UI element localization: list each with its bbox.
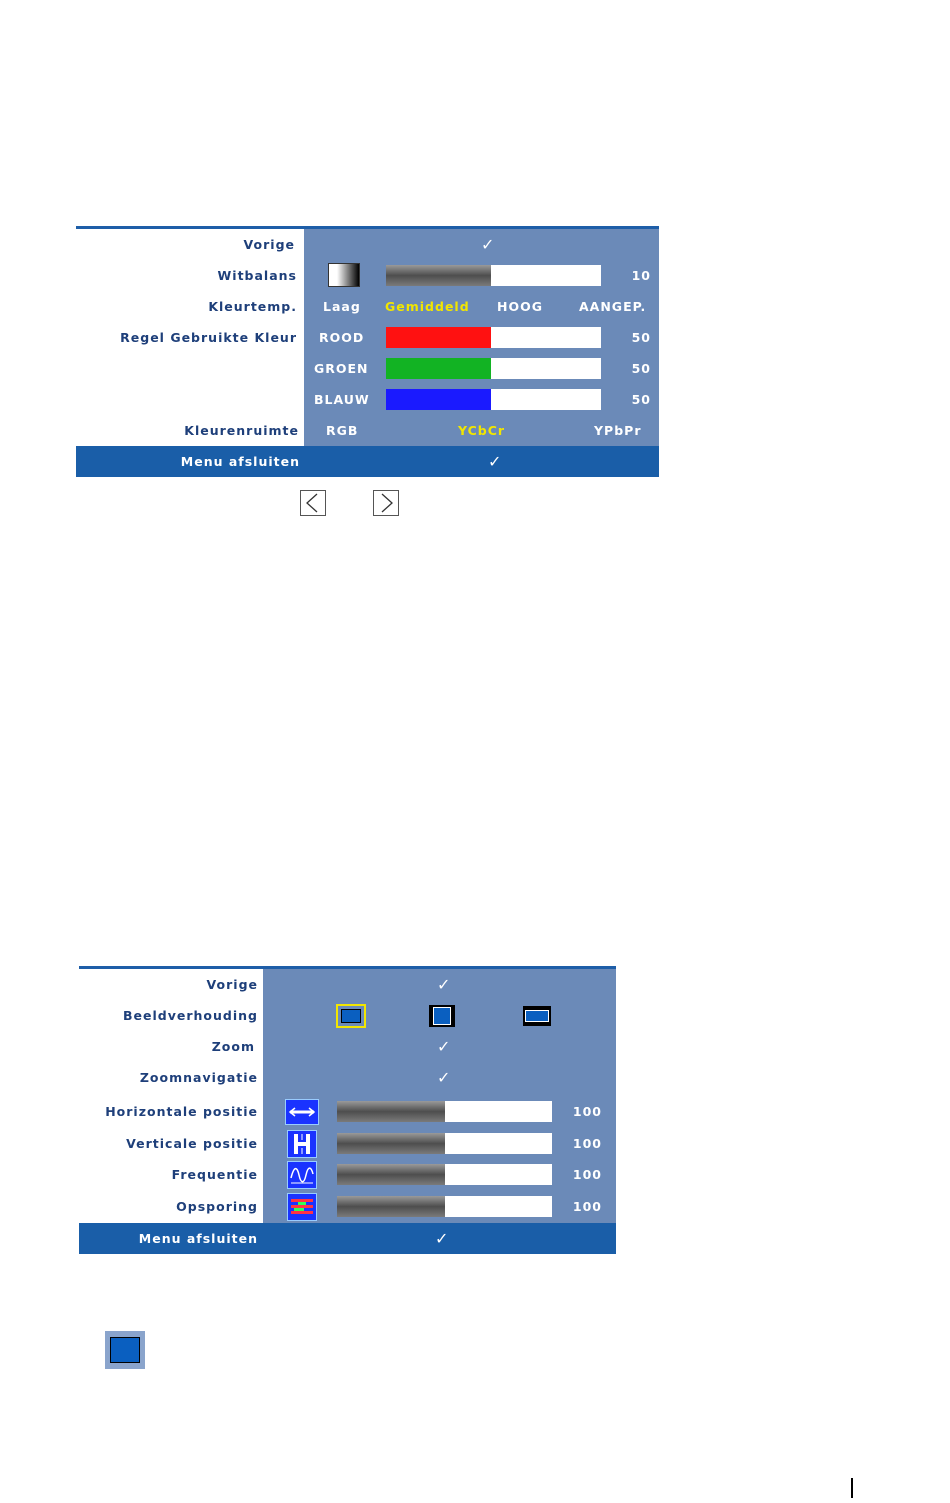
tracking-slider[interactable]: [337, 1196, 552, 1217]
aspect-wide-icon[interactable]: [523, 1006, 551, 1026]
color-space-option-ycbcr[interactable]: YCbCr: [458, 423, 506, 438]
color-temp-option-high[interactable]: HOOG: [497, 299, 543, 314]
green-slider[interactable]: [386, 358, 601, 379]
chevron-right-icon: [374, 491, 398, 515]
frequency-label: Frequentie: [171, 1167, 258, 1182]
exit-check-icon[interactable]: ✓: [488, 452, 503, 471]
tracking-icon: [287, 1193, 317, 1221]
back-check-icon[interactable]: ✓: [481, 235, 496, 254]
back-label: Vorige: [243, 237, 295, 252]
display-settings-menu: [79, 966, 616, 1254]
aspect-ratio-row[interactable]: [79, 1000, 616, 1031]
color-temp-label: Kleurtemp.: [208, 299, 297, 314]
green-value: 50: [631, 361, 651, 376]
zoom-navigation-check-icon[interactable]: ✓: [437, 1068, 452, 1087]
exit-menu-row[interactable]: [76, 446, 659, 477]
page-footer-divider: [851, 1478, 853, 1498]
blue-value: 50: [631, 392, 651, 407]
horizontal-position-icon: [285, 1099, 319, 1125]
zoom-check-icon[interactable]: ✓: [437, 1037, 452, 1056]
exit-menu-label: Menu afsluiten: [138, 1231, 258, 1246]
green-slider-fill: [386, 358, 491, 379]
tracking-label: Opsporing: [176, 1199, 258, 1214]
blue-slider[interactable]: [386, 389, 601, 410]
vertical-position-value: 100: [572, 1136, 602, 1151]
back-row[interactable]: [79, 969, 616, 1000]
color-temp-option-custom[interactable]: AANGEP.: [579, 299, 647, 314]
tracking-row[interactable]: [79, 1191, 616, 1222]
white-balance-icon: [328, 263, 360, 287]
aspect-4-3-icon[interactable]: [429, 1005, 455, 1027]
horizontal-position-value: 100: [572, 1104, 602, 1119]
tracking-slider-fill: [337, 1196, 445, 1217]
aspect-ratio-label: Beeldverhouding: [123, 1008, 258, 1023]
vertical-position-label: Verticale positie: [126, 1136, 258, 1151]
aspect-original-icon: [105, 1331, 145, 1369]
back-check-icon[interactable]: ✓: [437, 975, 452, 994]
back-label: Vorige: [206, 977, 258, 992]
vertical-position-icon: [287, 1130, 317, 1158]
frequency-row[interactable]: [79, 1159, 616, 1190]
vertical-position-row[interactable]: [79, 1128, 616, 1159]
color-temp-option-medium[interactable]: Gemiddeld: [385, 299, 470, 314]
vertical-position-slider-fill: [337, 1133, 445, 1154]
color-temp-row[interactable]: [76, 291, 659, 322]
vertical-position-slider[interactable]: [337, 1133, 552, 1154]
back-row[interactable]: [76, 229, 659, 260]
color-space-row[interactable]: [76, 415, 659, 446]
white-balance-row[interactable]: [76, 260, 659, 291]
user-color-label: Regel Gebruikte Kleur: [120, 330, 297, 345]
frequency-slider-fill: [337, 1164, 445, 1185]
frequency-value: 100: [572, 1167, 602, 1182]
red-value: 50: [631, 330, 651, 345]
previous-arrow-button[interactable]: [300, 490, 326, 516]
color-space-option-rgb[interactable]: RGB: [326, 423, 359, 438]
color-space-option-ypbpr[interactable]: YPbPr: [594, 423, 642, 438]
horizontal-position-row[interactable]: [79, 1096, 616, 1127]
red-channel-label: ROOD: [319, 330, 365, 345]
chevron-left-icon: [301, 491, 325, 515]
blue-channel-label: BLAUW: [314, 392, 370, 407]
horizontal-position-slider[interactable]: [337, 1101, 552, 1122]
color-settings-menu: [76, 226, 659, 477]
horizontal-position-slider-fill: [337, 1101, 445, 1122]
exit-menu-row[interactable]: [79, 1223, 616, 1254]
red-slider-fill: [386, 327, 491, 348]
user-color-red-row[interactable]: [76, 322, 659, 353]
zoom-row[interactable]: [79, 1031, 616, 1062]
user-color-blue-row[interactable]: [76, 384, 659, 415]
frequency-slider[interactable]: [337, 1164, 552, 1185]
exit-menu-label: Menu afsluiten: [180, 454, 300, 469]
horizontal-position-label: Horizontale positie: [105, 1104, 258, 1119]
aspect-original-icon[interactable]: [336, 1004, 366, 1028]
color-temp-option-low[interactable]: Laag: [323, 299, 361, 314]
frequency-icon: [287, 1161, 317, 1189]
green-channel-label: GROEN: [314, 361, 369, 376]
user-color-green-row[interactable]: [76, 353, 659, 384]
red-slider[interactable]: [386, 327, 601, 348]
zoom-label: Zoom: [211, 1039, 255, 1054]
blue-slider-fill: [386, 389, 491, 410]
white-balance-slider-fill: [386, 265, 491, 286]
zoom-navigation-label: Zoomnavigatie: [139, 1070, 258, 1085]
white-balance-value: 10: [631, 268, 651, 283]
tracking-value: 100: [572, 1199, 602, 1214]
zoom-navigation-row[interactable]: [79, 1062, 616, 1093]
white-balance-slider[interactable]: [386, 265, 601, 286]
color-space-label: Kleurenruimte: [184, 423, 299, 438]
white-balance-label: Witbalans: [217, 268, 297, 283]
next-arrow-button[interactable]: [373, 490, 399, 516]
exit-check-icon[interactable]: ✓: [435, 1229, 450, 1248]
